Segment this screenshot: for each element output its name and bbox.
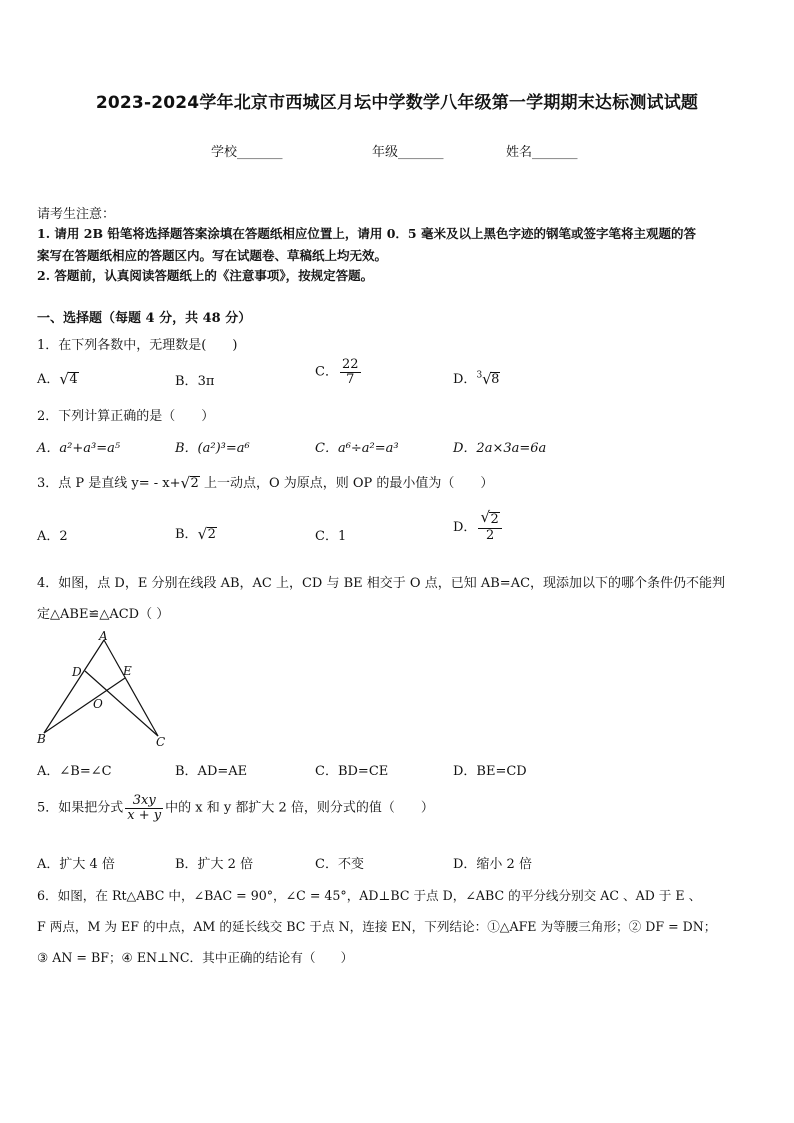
q5-option-d: D．缩小 2 倍 — [453, 857, 532, 872]
q5-option-a: A．扩大 4 倍 — [37, 857, 115, 872]
q4-option-d: D．BE=CD — [453, 764, 527, 779]
q3-option-d: D． √ 2 2 — [453, 512, 504, 543]
question-6-line-3: ③ AN = BF；④ EN⊥NC．其中正确的结论有（ ） — [37, 950, 354, 965]
label-o: O — [93, 697, 103, 711]
q5-option-c: C．不变 — [315, 857, 364, 872]
question-4-stem-line-1: 4．如图，点 D，E 分别在线段 AB，AC 上，CD 与 BE 相交于 O 点，已知 AB=AC，现添加以下的哪个条件仍不能判 — [37, 576, 726, 591]
q2-option-d: D．2a×3a=6a — [453, 441, 547, 456]
grade-field: 年级_______ — [372, 145, 444, 160]
triangle-figure — [30, 628, 180, 753]
label-e: E — [123, 664, 132, 678]
segment-ab — [44, 640, 104, 733]
q3-option-a: A．2 — [37, 529, 68, 544]
question-6-line-2: F 两点，M 为 EF 的中点，AM 的延长线交 BC 于点 N，连接 EN，下列结论：①△AFE 为等腰三角形；② DF = DN； — [37, 919, 717, 934]
q3-option-c: C．1 — [315, 529, 347, 544]
segment-be — [44, 678, 125, 733]
q4-option-a: A．∠B=∠C — [37, 764, 112, 779]
section-heading: 一、选择题（每题 4 分，共 48 分） — [37, 311, 252, 326]
page-title: 2023-2024学年北京市西城区月坛中学数学八年级第一学期期末达标测试试题 — [95, 93, 699, 113]
q1-option-b: B．3π — [175, 374, 215, 389]
q4-option-c: C．BD=CE — [315, 764, 389, 779]
q3-option-b: B． √ 2 — [175, 525, 216, 543]
label-c: C — [156, 735, 166, 749]
segment-ac — [104, 640, 158, 736]
label-d: D — [72, 665, 82, 679]
q2-option-b: B．(a²)³=a⁶ — [175, 441, 250, 456]
notice-heading: 请考生注意： — [37, 207, 116, 222]
q2-option-c: C．a⁶÷a²=a³ — [315, 441, 399, 456]
q4-option-b: B．AD=AE — [175, 764, 248, 779]
question-3-stem: 3．点 P 是直线 y= - x+ √ 2 上一动点，O 为原点，则 OP 的最小值为（ ） — [37, 474, 494, 492]
q1-option-d: D．$^3$ √ 8 — [453, 370, 500, 388]
q1-option-a: A． √ 4 — [37, 370, 78, 388]
name-field: 姓名_______ — [506, 145, 578, 160]
q2-option-a: A．a²+a³=a⁵ — [37, 441, 121, 456]
question-5-stem: 5．如果把分式 $\frac{3xy}{x + y}$ 中的 x 和 y 都扩大 2 倍，则分式的值（ ） — [37, 793, 434, 823]
notice-line-1: 1. 请用 2B 铅笔将选择题答案涂填在答题纸相应位置上，请用 0．5 毫米及以上黑色字迹的钢笔或签字笔将主观题的答 — [37, 226, 696, 241]
question-2-stem: 2．下列计算正确的是（ ） — [37, 409, 215, 424]
question-6-line-1: 6．如图，在 Rt△ABC 中，∠BAC = 90°，∠C = 45°，AD⊥BC 于点 D，∠ABC 的平分线分别交 AC 、AD 于 E 、 — [37, 888, 702, 903]
notice-line-3: 2. 答题前，认真阅读答题纸上的《注意事项》，按规定答题。 — [37, 268, 374, 283]
question-1-stem: 1．在下列各数中，无理数是( ) — [37, 338, 238, 353]
q5-option-b: B．扩大 2 倍 — [175, 857, 254, 872]
label-a: A — [99, 629, 108, 643]
notice-line-2: 案写在答题纸相应的答题区内。写在试题卷、草稿纸上均无效。 — [37, 248, 388, 263]
q1-option-c: C． $\frac{22}{7}$ — [315, 357, 359, 387]
school-field: 学校_______ — [211, 145, 283, 160]
question-4-stem-line-2: 定△ABE≌△ACD（ ） — [37, 607, 170, 622]
label-b: B — [37, 732, 46, 746]
